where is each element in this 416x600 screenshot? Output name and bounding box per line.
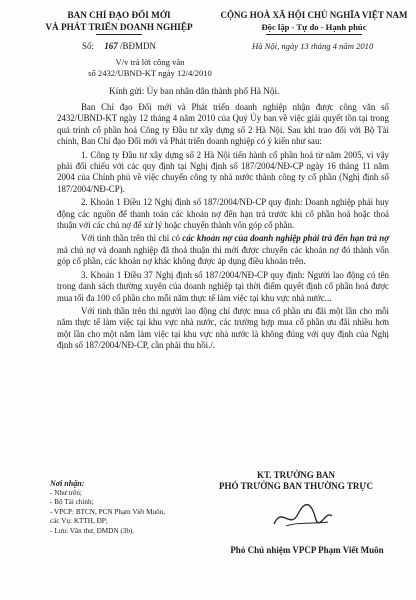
greeting: Kính gửi: Ủy ban nhân dân thành phố Hà Nội.	[109, 86, 280, 96]
paragraph-point-2: 2. Khoản 1 Điều 12 Nghị định số 187/2004/NĐ-CP quy định: Doanh nghiệp phải huy động các nguồn để thanh toán các khoản nợ đến hạn trả trước khi cổ phần hoá hoặc thoả thuận với các chủ nợ để xử lý hoặc chuyển thành vốn góp cổ phần.	[57, 197, 389, 231]
p4-emphasis: các khoản nợ của doanh nghiệp phải trả đến hạn trả nợ	[182, 233, 389, 244]
number-prefix: Số:	[82, 41, 95, 51]
document-number	[82, 40, 156, 52]
recipient-item: - Bộ Tài chính;	[50, 498, 94, 507]
agency-line-2: VÀ PHÁT TRIỂN DOANH NGHIỆP	[45, 22, 193, 32]
recipients-title: Nơi nhận:	[50, 479, 85, 488]
recipient-item: - VPCP: BTCN, PCN Phạm Viết Muôn,	[50, 507, 166, 516]
place-date: Hà Nội, ngày 13 tháng 4 năm 2010	[252, 41, 374, 51]
recipient-item: các Vụ: KTTH, ĐP;	[50, 517, 108, 526]
paragraph-point-3-interpretation: Với tinh thần trên thì người lao động chỉ được mua cổ phần ưu đãi một lần cho mỗi năm thực tế làm việc tại khu vực nhà nước, các trường hợp mua cổ phần ưu đãi nhiều hơn một lần cho một năm làm việc tại khu vực nhà nước là không đúng với quy định của Nghị định số 187/2004/NĐ-CP, cần phải thu hồi./.	[57, 305, 389, 351]
recipient-item: - Lưu: Văn thư, ĐMDN (3b).	[50, 526, 135, 535]
number-code: /BĐMDN	[120, 41, 157, 51]
p4-post: mà chủ nợ và doanh nghiệp đã thoả thuận thì mới được chuyển các khoản nợ đó thành vốn góp cổ phần, các khoản nợ khác không được áp dụng điều khoản trên.	[57, 244, 389, 267]
subject-line-1: V/v trả lời công văn	[115, 57, 185, 67]
number-value: 167	[104, 41, 118, 51]
paragraph-point-1: 1. Công ty Đầu tư xây dựng số 2 Hà Nội tiến hành cổ phần hoá từ năm 2005, vì vậy phải đối chiếu với các quy định tại Nghị định số 187/2004/NĐ-CP ngày 16 tháng 11 năm 2004 của Chính phủ về việc chuyển công ty nhà nước thành công ty cổ phần (Nghị định số 187/2004/NĐ-CP).	[57, 149, 389, 194]
letter-body	[57, 102, 389, 354]
p4-pre: Với tình thần trên thì chỉ có	[81, 233, 183, 244]
handwritten-signature	[268, 500, 338, 534]
country-name: CỘNG HOÀ XÃ HỘI CHỦ NGHĨA VIỆT NAM	[220, 10, 408, 20]
paragraph-point-3: 3. Khoản 1 Điều 37 Nghị định số 187/2004/NĐ-CP quy định: Người lao động có tên trong danh sách thường xuyên của doanh nghiệp tại thời điểm quyết định cổ phần hoá được mua tối đa 100 cổ phần cho mỗi năm thực tế làm việc tại khu vực nhà nước...	[57, 269, 389, 303]
national-motto: Độc lập - Tự do - Hạnh phúc	[261, 22, 367, 32]
paragraph-intro: Ban Chỉ đạo Đổi mới và Phát triển doanh nghiệp nhận được công văn số 2432/UBND-KT ngày 12 tháng 4 năm 2010 của Quý Ủy ban về việc giải quyết tồn tại trong quá trình cổ phần hoá Công ty Đầu tư xây dựng số 2 Hà Nội. Sau khi trao đổi với Bộ Tài chính, Ban Chỉ đạo Đổi mới và Phát triển doanh nghiệp có ý kiến như sau:	[57, 102, 389, 147]
recipients-list	[50, 479, 200, 537]
motto-underline	[266, 34, 362, 35]
signature-block	[196, 470, 396, 492]
signer-name: Phó Chủ nhiệm VPCP Phạm Viết Muôn	[230, 545, 384, 555]
subject-line-2: số 2432/UBND-KT ngày 12/4/2010	[88, 68, 212, 78]
issuing-agency	[34, 9, 204, 35]
paragraph-point-2-interpretation	[57, 233, 389, 267]
agency-underline	[96, 34, 142, 35]
recipient-item: - Như trên;	[50, 488, 82, 497]
national-title	[214, 9, 414, 35]
document-subject	[80, 57, 220, 79]
signature-title-1: KT. TRƯỞNG BAN	[256, 470, 336, 480]
signature-title-2: PHÓ TRƯỞNG BAN THƯỜNG TRỰC	[218, 481, 373, 491]
agency-line-1: BAN CHỈ ĐẠO ĐỔI MỚI	[67, 10, 171, 20]
